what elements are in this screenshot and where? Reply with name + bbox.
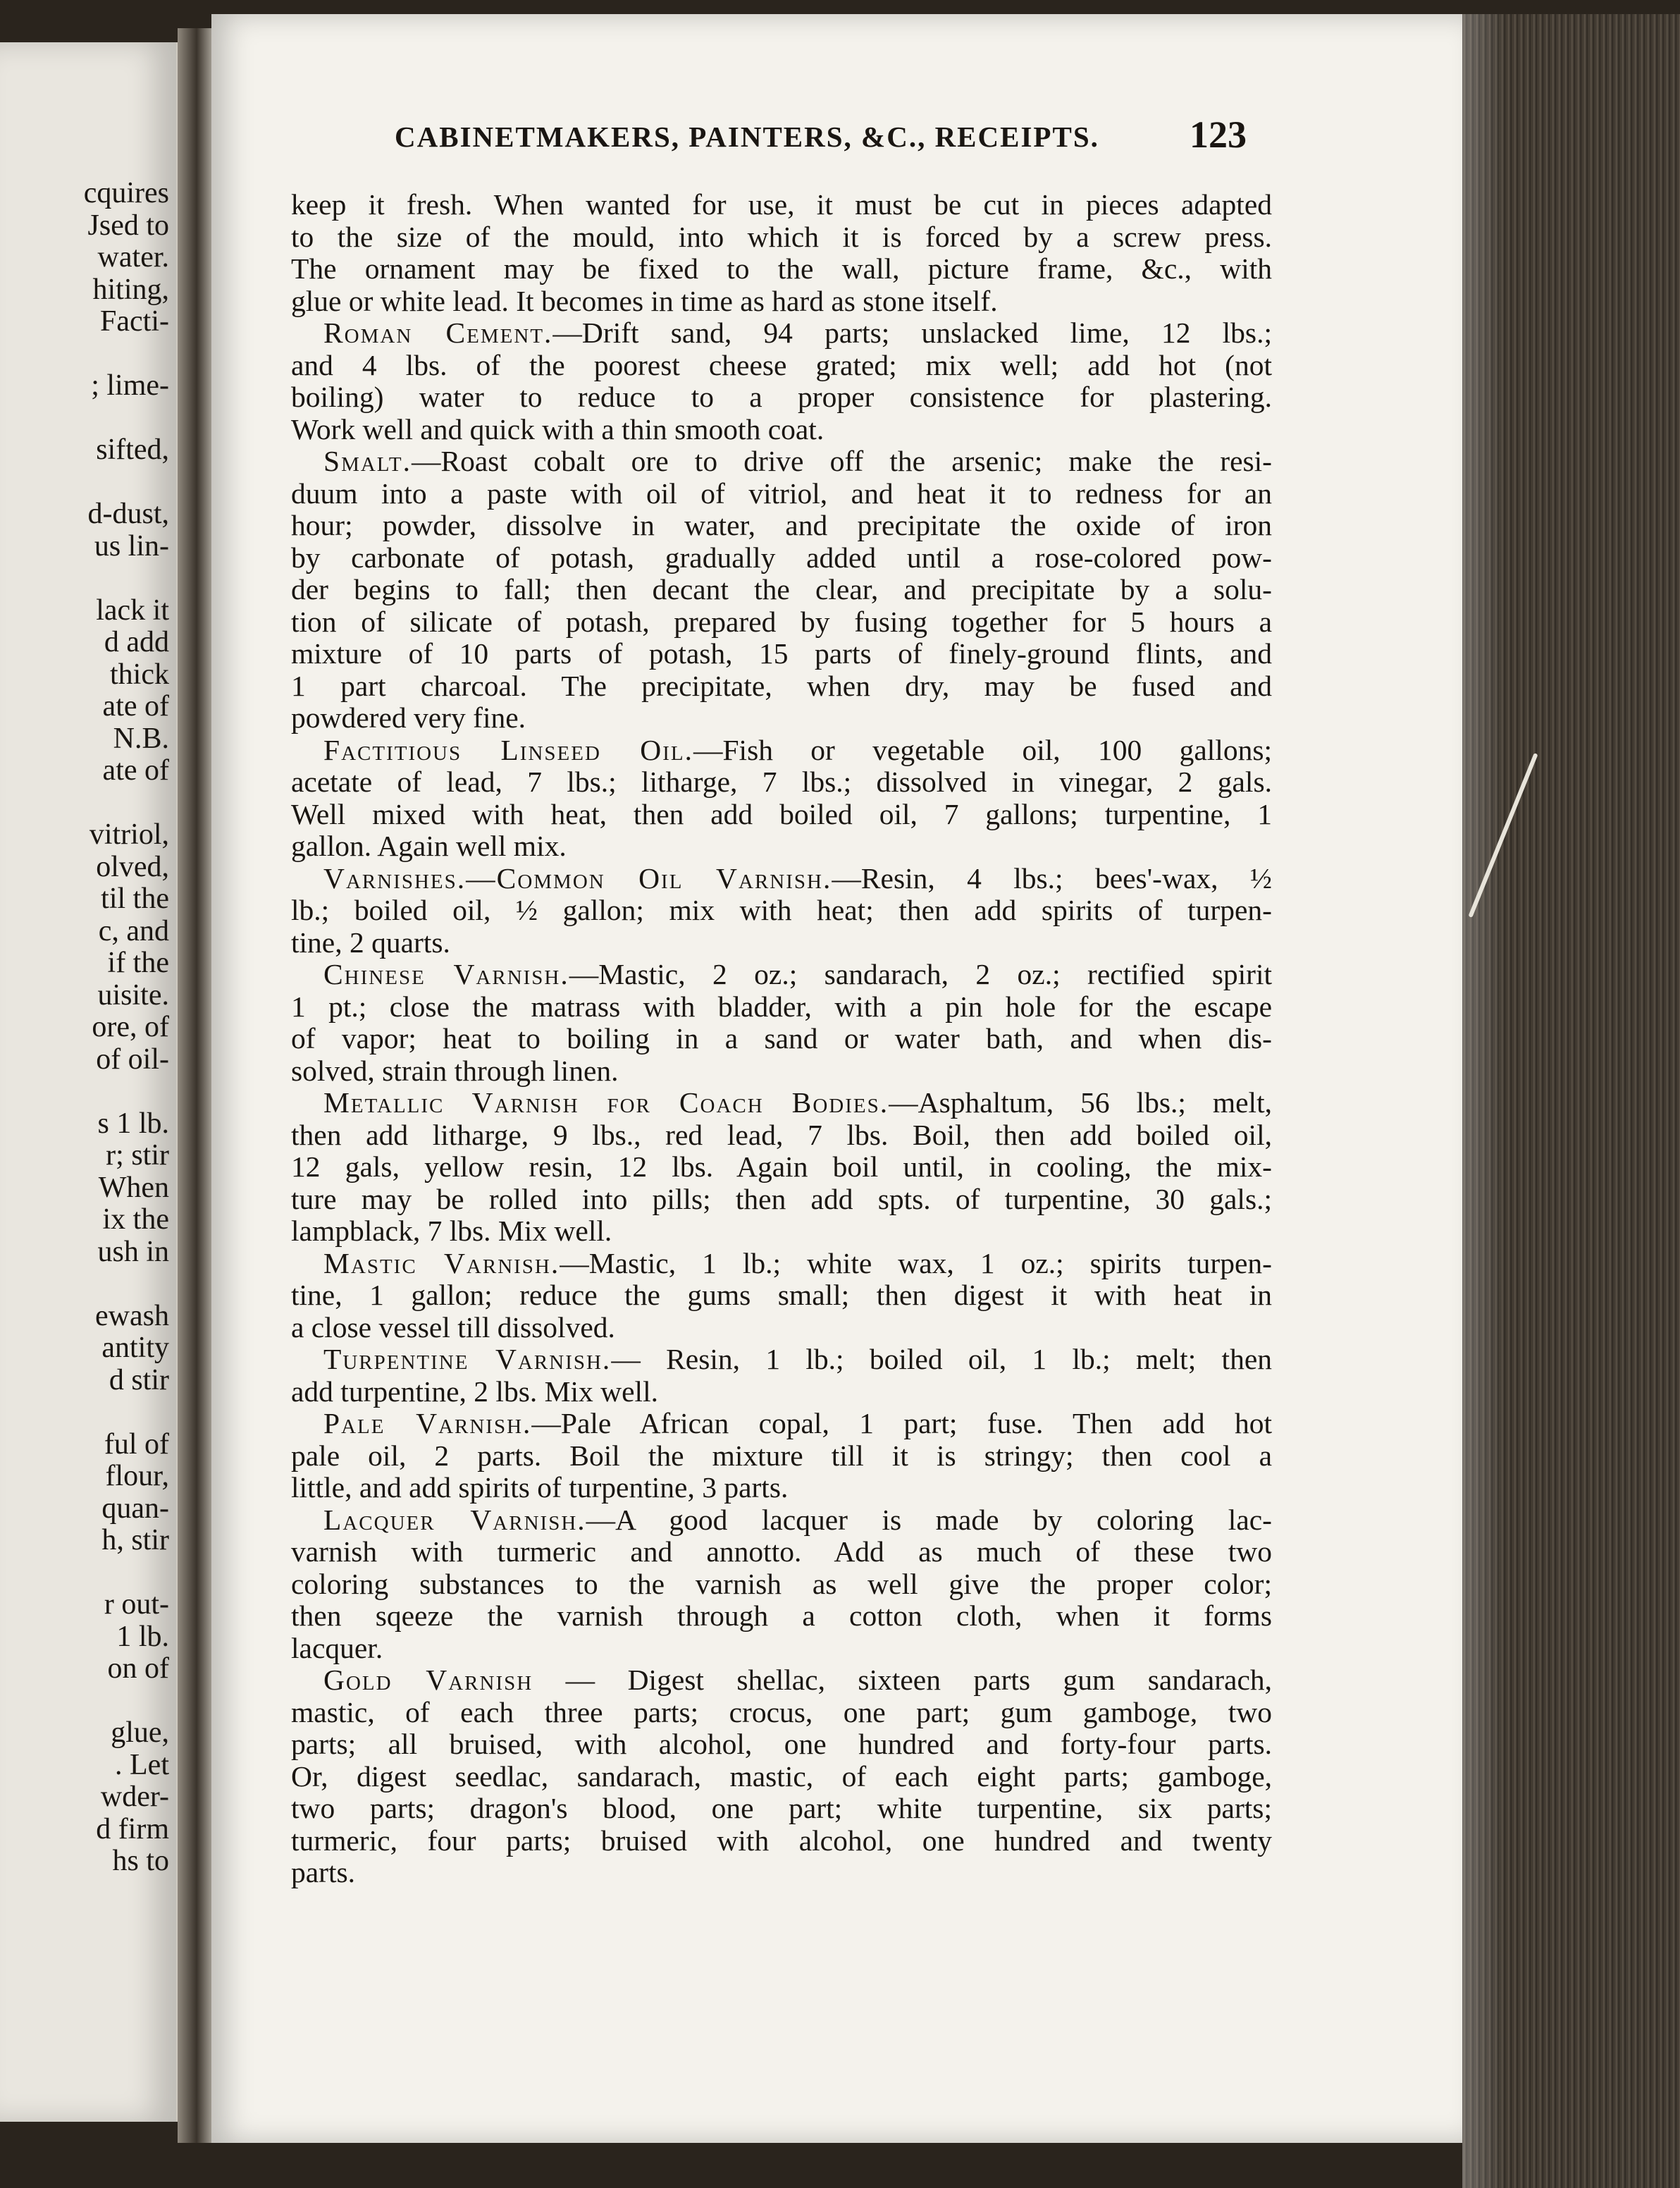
previous-page-fragment [0, 563, 173, 595]
text-line: and 4 lbs. of the poorest cheese grated; mix well; add hot (not [291, 348, 1272, 381]
previous-page-fragment [0, 338, 173, 371]
page-number: 123 [1190, 113, 1247, 156]
text-line: der begins to fall; then decant the clear, and precipitate by a solu- [291, 573, 1272, 606]
text-line: ture may be rolled into pills; then add spts. of turpentine, 30 gals.; [291, 1182, 1272, 1215]
previous-page-fragment [0, 1685, 173, 1718]
receipt-text: —Fish or vegetable oil, 100 gallons; [693, 733, 1272, 766]
previous-page-fragment: s 1 lb. [97, 1107, 169, 1140]
text-line: duum into a paste with oil of vitriol, and heat it to redness for an [291, 477, 1272, 510]
previous-page-text-fragments [0, 178, 173, 1878]
receipt-heading-line [291, 1408, 1272, 1440]
previous-page-fragment: water. [97, 241, 169, 274]
previous-page-fragment: lack it [96, 594, 169, 627]
receipt-title-factitious-linseed-oil: Factitious Linseed Oil. [323, 733, 693, 766]
text-line: to the size of the mould, into which it is forced by a screw press. [291, 220, 1272, 253]
previous-page-fragment [0, 467, 173, 499]
receipt-title-turpentine-varnish: Turpentine Varnish. [323, 1343, 612, 1375]
text-line: add turpentine, 2 lbs. Mix well. [291, 1375, 658, 1408]
text-line: acetate of lead, 7 lbs.; litharge, 7 lbs.; dissolved in vinegar, 2 gals. [291, 766, 1272, 798]
text-line: hour; powder, dissolve in water, and precipitate the oxide of iron [291, 509, 1272, 541]
text-line: varnish with turmeric and annotto. Add as much of these two [291, 1535, 1272, 1568]
receipt-text: —Asphaltum, 56 lbs.; melt, [889, 1086, 1272, 1119]
receipt-title-pale-varnish: Pale Varnish. [323, 1407, 532, 1439]
receipt-heading-line [291, 735, 1272, 767]
previous-page-fragment: d-dust, [87, 498, 169, 530]
receipt-heading-line [291, 959, 1272, 991]
previous-page-fragment: h, stir [101, 1524, 169, 1556]
previous-page-fragment: cquires [83, 177, 169, 209]
previous-page-fragment: r out- [104, 1588, 169, 1621]
previous-page-fragment: r; stir [106, 1139, 169, 1172]
text-line: 1 part charcoal. The precipitate, when dry, may be fused and [291, 669, 1272, 702]
previous-page-fragment [0, 787, 173, 820]
text-line: parts. [291, 1856, 356, 1888]
text-line: parts; all bruised, with alcohol, one hundred and forty-four parts. [291, 1728, 1272, 1760]
receipt-text: —Pale African copal, 1 part; fuse. Then add hot [531, 1407, 1272, 1439]
receipt-heading-line [291, 445, 1272, 478]
page-body-text [291, 189, 1272, 1889]
receipt-title-gold-varnish: Gold Varnish [323, 1664, 533, 1696]
previous-page-fragment: sifted, [96, 434, 169, 466]
text-line: solved, strain through linen. [291, 1054, 619, 1087]
previous-page-fragment: us lin- [94, 529, 169, 563]
previous-page-fragment: ate of [102, 690, 169, 723]
receipt-text: — Resin, 1 lb.; boiled oil, 1 lb.; melt; then [611, 1343, 1272, 1375]
fore-edge-shadow [1462, 14, 1505, 2188]
receipt-heading-line [291, 1248, 1272, 1280]
text-line: turmeric, four parts; bruised with alcohol, one hundred and twenty [291, 1824, 1272, 1857]
text-line: coloring substances to the varnish as well give the proper color; [291, 1567, 1272, 1600]
previous-page-fragment: uisite. [97, 978, 169, 1012]
previous-page-fragment: d firm [96, 1812, 169, 1845]
text-line: of vapor; heat to boiling in a sand or water bath, and when dis- [291, 1022, 1272, 1055]
previous-page-fragment: of oil- [96, 1043, 169, 1076]
text-line: by carbonate of potash, gradually added until a rose-colored pow- [291, 541, 1272, 574]
text-line: mixture of 10 parts of potash, 15 parts of finely-ground flints, and [291, 637, 1272, 670]
previous-page-fragment [0, 1557, 173, 1590]
previous-page-fragment: olved, [96, 850, 169, 883]
text-line: a close vessel till dissolved. [291, 1310, 615, 1344]
previous-page-fragment: When [98, 1171, 169, 1204]
previous-page-fragment: ix the [102, 1203, 169, 1236]
receipt-text: —Mastic, 1 lb.; white wax, 1 oz.; spirits turpen- [560, 1246, 1272, 1279]
text-line: keep it fresh. When wanted for use, it must be cut in pieces adapted [291, 188, 1272, 221]
receipt-heading-line [291, 863, 1272, 895]
previous-page-fragment [0, 1076, 173, 1108]
text-line: boiling) water to reduce to a proper consistence for plastering. [291, 381, 1272, 413]
text-line: glue or white lead. It becomes in time as hard as stone itself. [291, 284, 998, 317]
previous-page-fragment: on of [107, 1652, 169, 1685]
text-line: gallon. Again well mix. [291, 830, 567, 862]
text-line: The ornament may be fixed to the wall, picture frame, &c., with [291, 252, 1272, 285]
text-line: Or, digest seedlac, sandarach, mastic, of each eight parts; gamboge, [291, 1759, 1272, 1793]
previous-page-fragment: c, and [98, 914, 169, 947]
previous-page-fragment: d stir [109, 1363, 169, 1396]
text-line: mastic, of each three parts; crocus, one part; gum gamboge, two [291, 1695, 1272, 1728]
previous-page-fragment: . Let [115, 1748, 169, 1781]
text-line: 1 pt.; close the matrass with bladder, with a pin hole for the escape [291, 990, 1272, 1023]
receipt-text: —Roast cobalt ore to drive off the arsenic; make the resi- [411, 445, 1272, 477]
previous-page-fragment: ewash [95, 1299, 169, 1332]
receipt-text: —Drift sand, 94 parts; unslacked lime, 12 lbs.; [552, 316, 1272, 349]
receipt-heading-line [291, 1664, 1272, 1697]
text-line: Work well and quick with a thin smooth coat. [291, 412, 824, 445]
previous-page-fragment: wder- [100, 1781, 169, 1813]
receipt-text: — Digest shellac, sixteen parts gum sandarach, [533, 1664, 1273, 1696]
previous-page-fragment [0, 1396, 173, 1429]
text-line: 12 gals, yellow resin, 12 lbs. Again boil until, in cooling, the mix- [291, 1150, 1272, 1183]
previous-page-fragment: d add [104, 626, 169, 658]
previous-page-fragment: thick [110, 658, 169, 691]
text-line: tine, 2 quarts. [291, 926, 450, 959]
text-line: two parts; dragon's blood, one part; white turpentine, six parts; [291, 1792, 1272, 1824]
text-line: Well mixed with heat, then add boiled oil, 7 gallons; turpentine, 1 [291, 797, 1272, 830]
previous-page-fragment [0, 402, 173, 435]
previous-page-fragment: if the [107, 947, 169, 979]
previous-page-fragment: 1 lb. [116, 1620, 169, 1653]
receipt-text: —Resin, 4 lbs.; bees'-wax, ½ [832, 861, 1272, 895]
running-head: CABINETMAKERS, PAINTERS, &C., RECEIPTS. [395, 121, 1099, 153]
text-line: lacquer. [291, 1631, 383, 1664]
previous-page-fragment: antity [101, 1332, 169, 1364]
previous-page-fragment: ; lime- [91, 369, 169, 402]
previous-page-fragment: Jsed to [87, 209, 169, 242]
previous-page-fragment: ush in [97, 1235, 169, 1268]
previous-page-fragment: ore, of [92, 1011, 169, 1043]
receipt-title-mastic-varnish: Mastic Varnish. [323, 1246, 560, 1279]
previous-page-fragment: N.B. [113, 722, 169, 755]
previous-page-fragment: ful of [104, 1427, 169, 1461]
receipt-heading-line [291, 1087, 1272, 1119]
receipt-heading-line [291, 1344, 1272, 1376]
previous-page-fragment: quan- [101, 1492, 169, 1525]
text-line: lampblack, 7 lbs. Mix well. [291, 1215, 612, 1247]
previous-page-fragment: ate of [102, 754, 169, 787]
previous-page-fragment: til the [101, 883, 169, 915]
previous-page-fragment: flour, [105, 1460, 169, 1492]
receipt-title-lacquer-varnish: Lacquer Varnish. [323, 1503, 586, 1536]
receipt-title-chinese-varnish: Chinese Varnish. [323, 958, 569, 990]
previous-page-edge [0, 42, 180, 2122]
receipt-heading-line [291, 1504, 1272, 1537]
previous-page-fragment [0, 1268, 173, 1301]
receipt-title-roman-cement: Roman Cement. [323, 316, 553, 349]
receipt-title-smalt: Smalt. [323, 445, 412, 477]
text-line: powdered very fine. [291, 701, 526, 734]
previous-page-fragment: hs to [112, 1845, 169, 1877]
text-line: then sqeeze the varnish through a cotton cloth, when it forms [291, 1599, 1272, 1632]
text-line: pale oil, 2 parts. Boil the mixture till it is stringy; then cool a [291, 1439, 1272, 1472]
receipt-title-metallic-varnish: Metallic Varnish for Coach Bodies. [323, 1086, 889, 1119]
text-line: tine, 1 gallon; reduce the gums small; then digest it with heat in [291, 1279, 1272, 1311]
previous-page-fragment: hiting, [92, 273, 169, 306]
text-line: tion of silicate of potash, prepared by fusing together for 5 hours a [291, 605, 1272, 638]
receipt-title-common-oil-varnish: Varnishes.—Common Oil Varnish. [323, 861, 832, 895]
previous-page-fragment: vitriol, [89, 818, 169, 851]
receipt-text: —A good lacquer is made by coloring lac- [586, 1503, 1272, 1536]
previous-page-fragment: glue, [111, 1716, 169, 1749]
previous-page-fragment: Facti- [100, 305, 169, 338]
receipt-heading-line [291, 317, 1272, 350]
text-line: lb.; boiled oil, ½ gallon; mix with heat; then add spirits of turpen- [291, 894, 1272, 926]
text-line: then add litharge, 9 lbs., red lead, 7 lbs. Boil, then add boiled oil, [291, 1118, 1272, 1151]
text-line: little, and add spirits of turpentine, 3 parts. [291, 1471, 789, 1504]
receipt-text: —Mastic, 2 oz.; sandarach, 2 oz.; rectified spirit [569, 958, 1273, 990]
